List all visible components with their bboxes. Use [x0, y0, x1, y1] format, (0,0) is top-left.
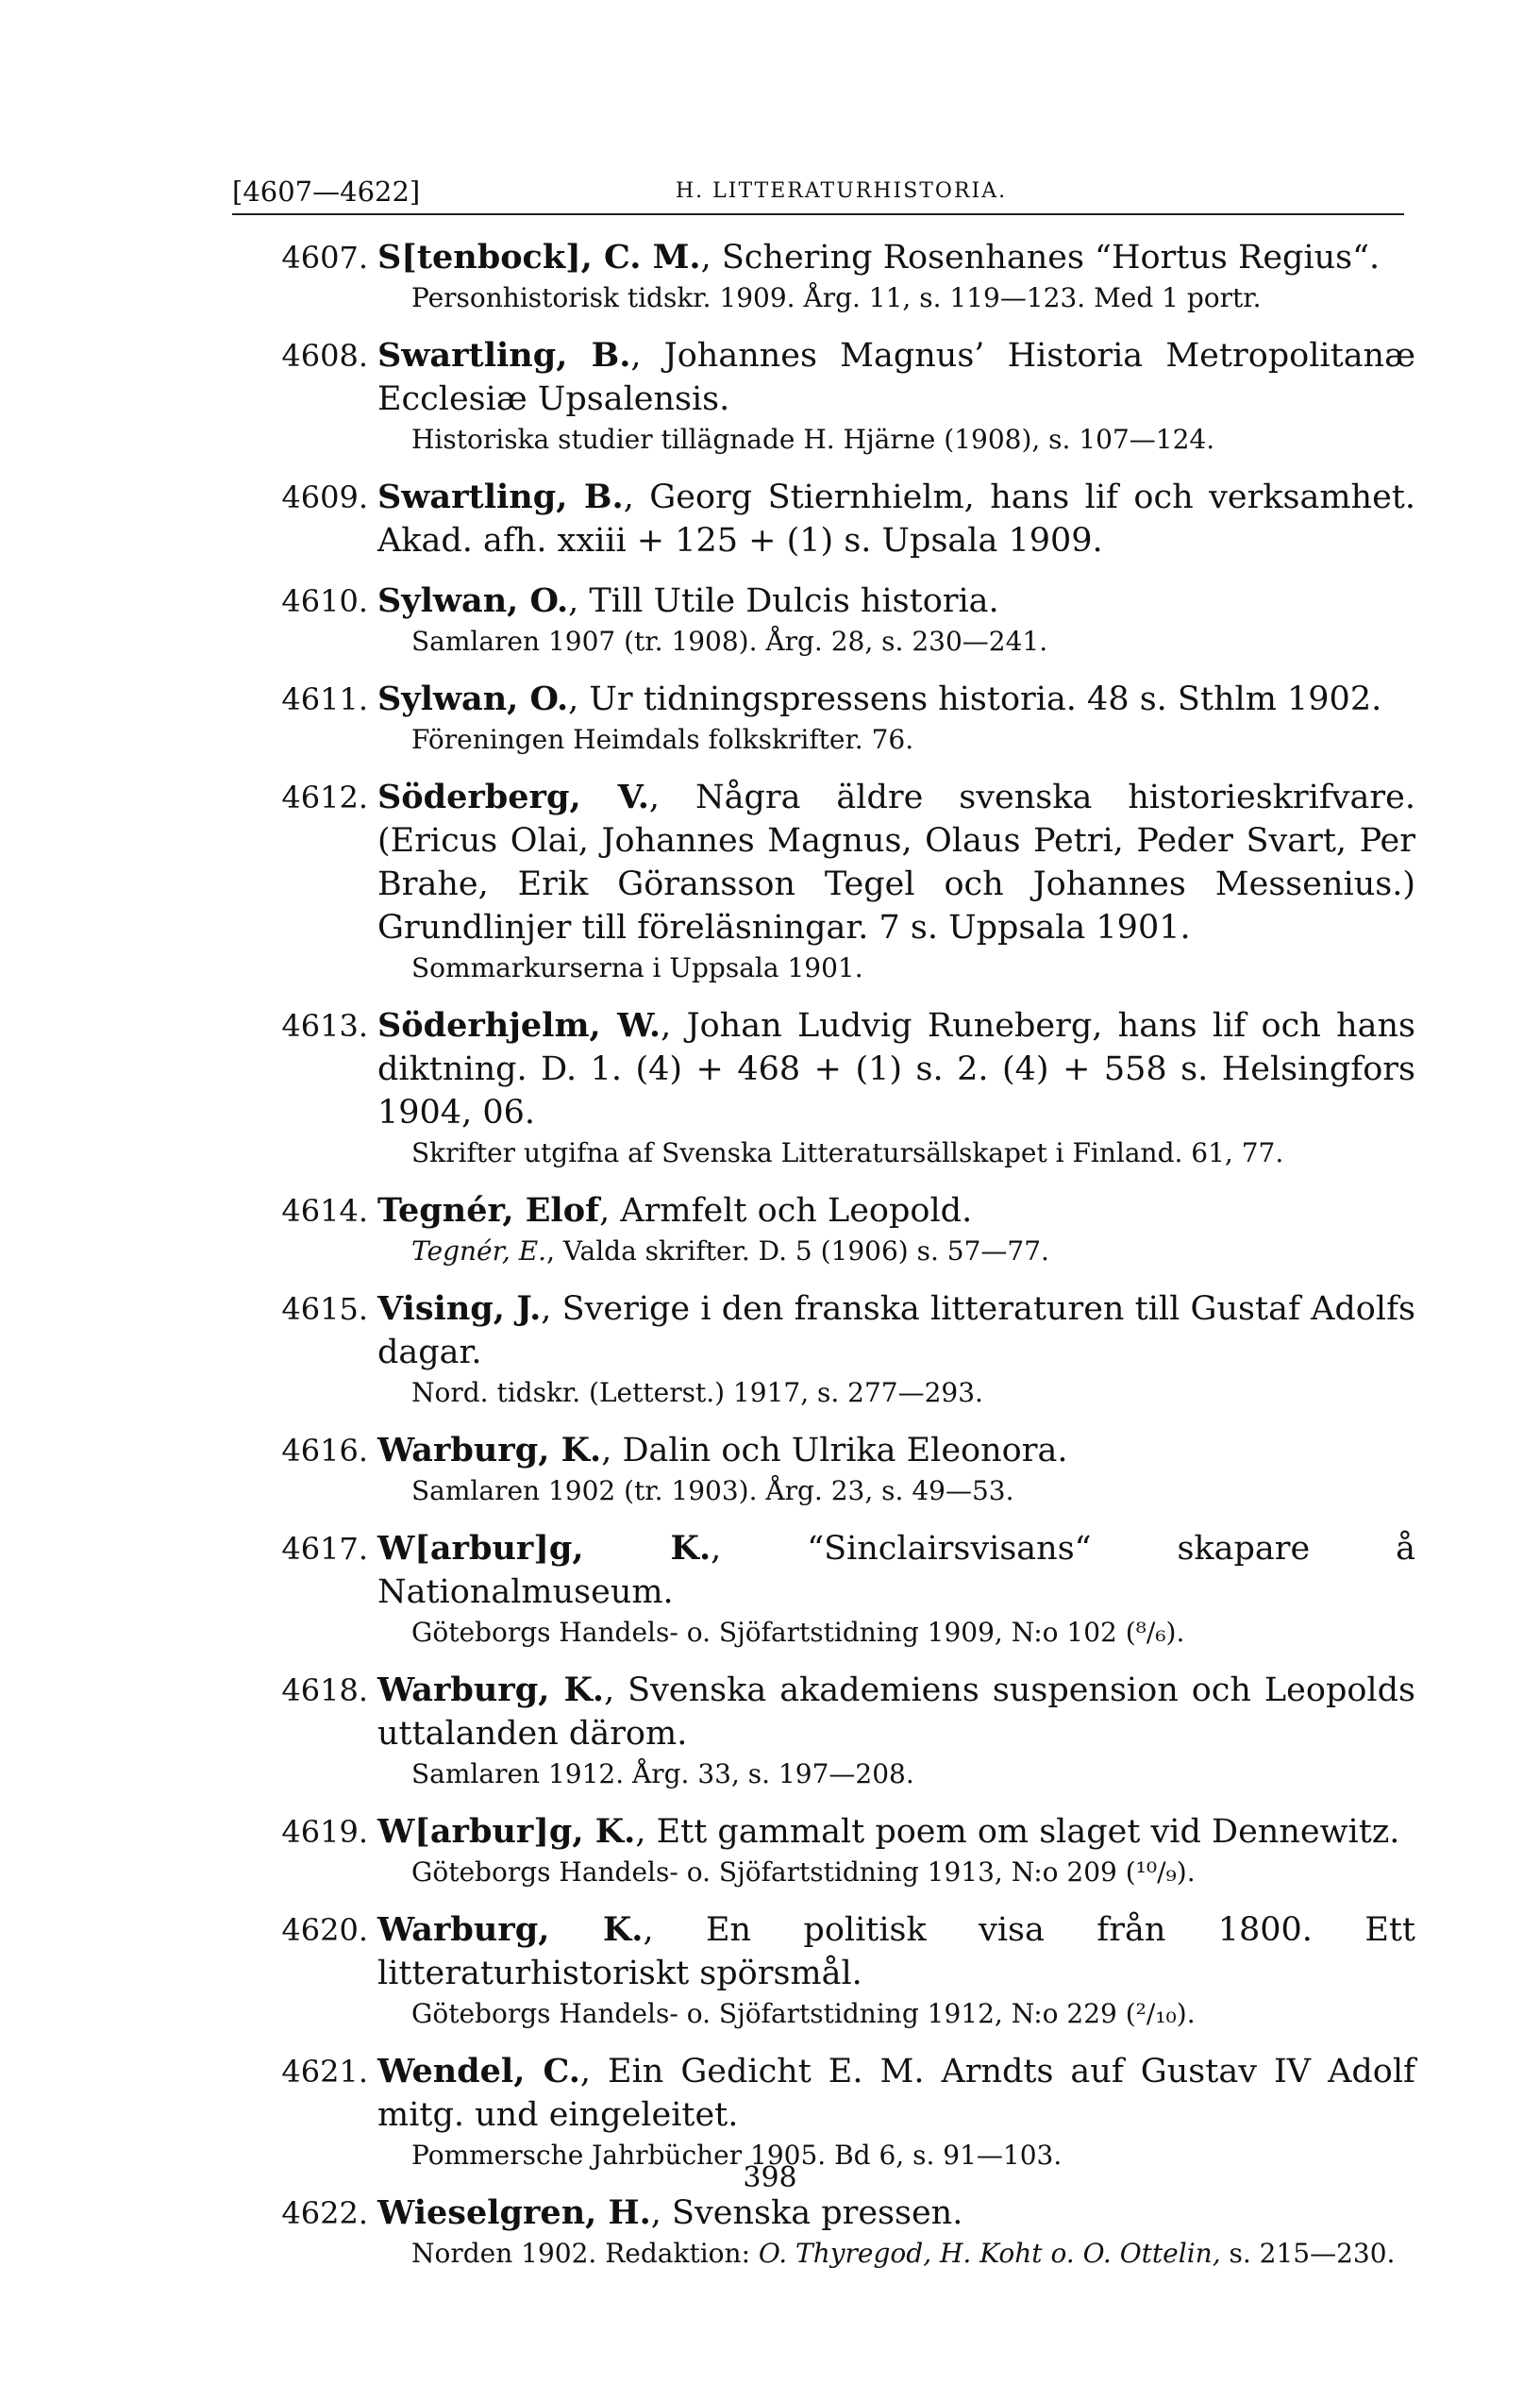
entry-citation [377, 678, 1415, 721]
bibliography-entry [189, 1429, 1415, 1510]
page-number: 398 [743, 2161, 797, 2194]
entry-author: Sylwan, O. [377, 680, 569, 718]
running-header [232, 172, 1404, 215]
entry-title: , Några äldre svenska historieskrifvare. (Ericus Olai, Johannes Magnus, Olaus Petri, Peder Svart, Per Brahe, Erik Göransson Tegel och Johannes Messenius.) Grundlinjer till föreläsningar. 7 s. Uppsala 1901. [377, 779, 1415, 947]
bibliography-entry [189, 1527, 1415, 1652]
entry-source: Skrifter utgifna af Svenska Litteratursällskapet i Finland. 61, 77. [411, 1137, 1284, 1168]
entry-title: , Schering Rosenhanes “Hortus Regius“. [700, 239, 1381, 277]
entry-source-editors: O. Thyregod, H. Koht o. O. Ottelin, [758, 2238, 1221, 2269]
entry-citation [377, 236, 1415, 279]
entry-citation [377, 1004, 1415, 1134]
entry-citation [377, 476, 1415, 562]
entry-citation [377, 579, 1415, 623]
entry-author: Sylwan, O. [377, 581, 569, 620]
bibliography-entry [189, 1004, 1415, 1172]
bibliography-entry [189, 2191, 1415, 2273]
entry-number: 4612. [281, 780, 368, 815]
bibliography-entry [189, 236, 1415, 317]
entry-source: Föreningen Heimdals folkskrifter. 76. [411, 724, 914, 755]
entry-title: , Dalin och Ulrika Eleonora. [601, 1432, 1068, 1469]
entry-author: Warburg, K. [377, 1910, 644, 1949]
entry-source: Pommersche Jahrbücher 1905. Bd 6, s. 91—103. [411, 2140, 1063, 2171]
entry-citation [377, 1189, 1415, 1233]
entry-title: , Johannes Magnus’ Historia Metropolitanæ Ecclesiæ Upsalensis. [377, 337, 1415, 418]
entry-number: 4621. [281, 2054, 368, 2090]
entry-number: 4611. [281, 681, 368, 717]
entry-citation [377, 1908, 1415, 1995]
entry-number: 4614. [281, 1193, 368, 1229]
entry-source [377, 1233, 1415, 1270]
header-section-title: H. LITTERATURHISTORIA. [676, 179, 1008, 203]
entry-citation [377, 1669, 1415, 1755]
entry-source: Göteborgs Handels- o. Sjöfartstidning 1909, N:o 102 (⁸/₆). [411, 1617, 1185, 1648]
entry-author: Söderberg, V. [377, 778, 649, 816]
entry-citation [377, 334, 1415, 421]
entry-number: 4622. [281, 2195, 368, 2231]
entry-source: Nord. tidskr. (Letterst.) 1917, s. 277—293. [411, 1377, 983, 1408]
entry-citation [377, 2050, 1415, 2137]
entry-number: 4610. [281, 583, 368, 619]
entry-citation [377, 1287, 1415, 1374]
entry-title: , Svenska akademiens suspension och Leopolds uttalanden därom. [377, 1671, 1415, 1753]
entry-source-prefix: Norden 1902. Redaktion: [411, 2238, 759, 2269]
entry-author: Wieselgren, H. [377, 2193, 651, 2232]
entry-source-detail: , Valda skrifter. D. 5 (1906) s. 57—77. [546, 1235, 1049, 1267]
bibliography-entry [189, 1189, 1415, 1270]
entry-source: Samlaren 1907 (tr. 1908). Årg. 28, s. 230—241. [411, 626, 1048, 657]
entry-title: , Johan Ludvig Runeberg, hans lif och hans diktning. D. 1. (4) + 468 + (1) s. 2. (4) + 558 s. Helsingfors 1904, 06. [377, 1007, 1416, 1132]
entry-source-editor: Tegnér, E. [411, 1235, 547, 1267]
entry-title: , “Sinclairsvisans“ skapare å Nationalmuseum. [377, 1530, 1416, 1611]
entry-number: 4609. [281, 479, 368, 515]
entry-source [377, 2235, 1415, 2273]
bibliography-entry [189, 678, 1415, 759]
bibliography-entry [189, 579, 1415, 661]
entry-number: 4613. [281, 1008, 368, 1044]
entry-number: 4618. [281, 1672, 368, 1708]
entry-citation [377, 1429, 1415, 1472]
entry-source: Göteborgs Handels- o. Sjöfartstidning 1912, N:o 229 (²/₁₀). [411, 1998, 1196, 2029]
entry-source: Sommarkurserna i Uppsala 1901. [411, 952, 863, 983]
entry-source: Göteborgs Handels- o. Sjöfartstidning 1913, N:o 209 (¹⁰/₉). [411, 1856, 1196, 1888]
entry-author: Swartling, B. [377, 478, 624, 516]
entry-author: S[tenbock], C. M. [377, 238, 701, 277]
entry-title: , Ett gammalt poem om slaget vid Dennewitz. [635, 1813, 1400, 1851]
entry-source: Personhistorisk tidskr. 1909. Årg. 11, s. 119—123. Med 1 portr. [411, 282, 1262, 313]
entry-author: Tegnér, Elof [377, 1191, 600, 1230]
entry-author: Vising, J. [377, 1289, 542, 1328]
header-entry-range: [4607—4622] [232, 176, 421, 208]
entry-title: , Ein Gedicht E. M. Arndts auf Gustav IV Adolf mitg. und eingeleitet. [377, 2053, 1415, 2134]
entry-citation [377, 2191, 1415, 2235]
entry-author: W[arbur]g, K. [377, 1812, 636, 1851]
entry-source: Samlaren 1912. Årg. 33, s. 197—208. [411, 1758, 914, 1789]
bibliography-entry [189, 1810, 1415, 1891]
bibliography-entry [189, 476, 1415, 562]
entry-number: 4607. [281, 240, 368, 276]
entry-author: Wendel, C. [377, 2052, 580, 2090]
entry-author: Söderhjelm, W. [377, 1006, 661, 1045]
entry-author: Warburg, K. [377, 1671, 605, 1709]
entry-title: , Armfelt och Leopold. [599, 1192, 973, 1230]
entry-number: 4616. [281, 1433, 368, 1469]
entry-title: , Georg Stiernhielm, hans lif och verksamhet. Akad. afh. xxiii + 125 + (1) s. Upsala 1909. [377, 479, 1415, 560]
bibliography-entry [189, 2050, 1415, 2174]
entry-citation [377, 1527, 1415, 1614]
entry-citation [377, 776, 1415, 949]
bibliography-entry [189, 1908, 1415, 2033]
bibliography-entry [189, 1287, 1415, 1412]
entry-source: Samlaren 1902 (tr. 1903). Årg. 23, s. 49—53. [411, 1475, 1014, 1506]
entry-title: , Sverige i den franska litteraturen till Gustaf Adolfs dagar. [377, 1290, 1415, 1371]
entry-title: , En politisk visa från 1800. Ett litteraturhistoriskt spörsmål. [377, 1911, 1415, 1992]
entry-citation [377, 1810, 1415, 1854]
entry-number: 4619. [281, 1814, 368, 1850]
entry-number: 4617. [281, 1531, 368, 1567]
bibliography-entry [189, 776, 1415, 987]
entry-title: , Till Utile Dulcis historia. [568, 582, 999, 620]
bibliography-entry [189, 1669, 1415, 1793]
entry-source: Historiska studier tillägnade H. Hjärne (1908), s. 107—124. [411, 424, 1215, 455]
entry-number: 4608. [281, 338, 368, 374]
entry-title: , Svenska pressen. [650, 2194, 963, 2232]
entry-number: 4615. [281, 1291, 368, 1327]
entry-number: 4620. [281, 1912, 368, 1948]
entry-title: , Ur tidningspressens historia. 48 s. Sthlm 1902. [568, 680, 1382, 718]
entry-source-detail: s. 215—230. [1220, 2238, 1396, 2269]
bibliography-entry [189, 334, 1415, 459]
entry-author: Swartling, B. [377, 336, 631, 375]
entry-author: Warburg, K. [377, 1431, 602, 1469]
entry-author: W[arbur]g, K. [377, 1529, 711, 1568]
